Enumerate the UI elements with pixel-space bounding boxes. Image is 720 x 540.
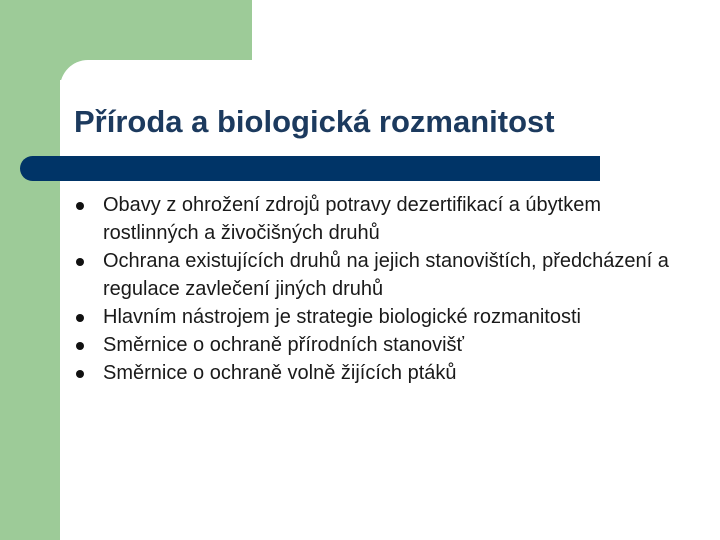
- bullet-text: Hlavním nástrojem je strategie biologické rozmanitosti: [103, 306, 581, 328]
- bullet-text: Směrnice o ochraně volně žijících ptáků: [103, 362, 457, 384]
- bullet-item: [72, 303, 672, 331]
- bullet-dot-icon: [76, 314, 84, 322]
- bullet-item: [72, 247, 672, 303]
- bullet-dot-icon: [76, 342, 84, 350]
- bullet-text: Obavy z ohrožení zdrojů potravy dezertifikací a úbytkem rostlinných a živočišných druhů: [103, 194, 602, 244]
- bullet-dot-icon: [76, 370, 84, 378]
- bullet-dot-icon: [76, 258, 84, 266]
- bullet-item: [72, 359, 672, 387]
- bullet-item: [72, 331, 672, 359]
- slide-title: Příroda a biologická rozmanitost: [74, 104, 555, 139]
- bullet-text: Směrnice o ochraně přírodních stanovišť: [103, 334, 465, 356]
- bullet-dot-icon: [76, 202, 84, 210]
- bullet-text: Ochrana existujících druhů na jejich stanovištích, předcházení a regulace zavlečení jiných druhů: [103, 250, 669, 300]
- bullet-item: [72, 191, 672, 247]
- decorative-green-left-strip: [0, 0, 60, 540]
- title-underline-bar: [20, 156, 600, 181]
- bullet-list: [72, 191, 672, 387]
